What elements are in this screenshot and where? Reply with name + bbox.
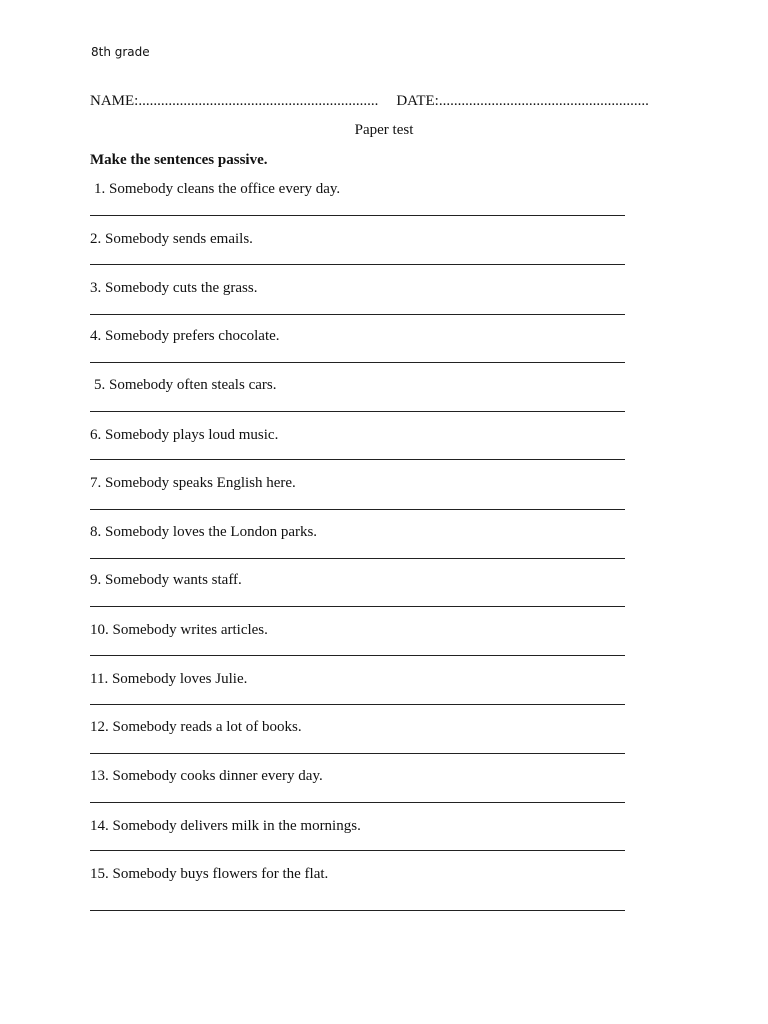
answer-line-9[interactable] [90, 606, 625, 607]
question-14: 14. Somebody delivers milk in the mornings. [90, 818, 361, 834]
question-6: 6. Somebody plays loud music. [90, 427, 279, 443]
question-4: 4. Somebody prefers chocolate. [90, 328, 280, 344]
question-5: 5. Somebody often steals cars. [94, 377, 277, 393]
answer-line-1[interactable] [90, 215, 625, 216]
grade-label: 8th grade [91, 45, 150, 59]
question-15: 15. Somebody buys flowers for the flat. [90, 866, 329, 882]
question-9: 9. Somebody wants staff. [90, 572, 242, 588]
question-8: 8. Somebody loves the London parks. [90, 524, 318, 540]
instruction: Make the sentences passive. [90, 152, 268, 168]
question-7: 7. Somebody speaks English here. [90, 475, 296, 491]
question-13: 13. Somebody cooks dinner every day. [90, 768, 323, 784]
answer-line-15[interactable] [90, 910, 625, 911]
answer-line-6[interactable] [90, 459, 625, 460]
question-2: 2. Somebody sends emails. [90, 231, 253, 247]
question-3: 3. Somebody cuts the grass. [90, 280, 258, 296]
date-field[interactable]: DATE:........................................................ [396, 93, 649, 109]
answer-line-8[interactable] [90, 558, 625, 559]
page-title: Paper test [354, 122, 414, 138]
answer-line-4[interactable] [90, 362, 625, 363]
question-11: 11. Somebody loves Julie. [90, 671, 248, 687]
question-10: 10. Somebody writes articles. [90, 622, 268, 638]
answer-line-12[interactable] [90, 753, 625, 754]
question-12: 12. Somebody reads a lot of books. [90, 719, 302, 735]
answer-line-3[interactable] [90, 314, 625, 315]
question-1: 1. Somebody cleans the office every day. [94, 181, 341, 197]
name-field[interactable]: NAME:................................................................ [90, 93, 379, 109]
answer-line-13[interactable] [90, 802, 625, 803]
answer-line-2[interactable] [90, 264, 625, 265]
answer-line-14[interactable] [90, 850, 625, 851]
answer-line-10[interactable] [90, 655, 625, 656]
answer-line-7[interactable] [90, 509, 625, 510]
name-date-row [90, 93, 649, 110]
answer-line-11[interactable] [90, 704, 625, 705]
answer-line-5[interactable] [90, 411, 625, 412]
